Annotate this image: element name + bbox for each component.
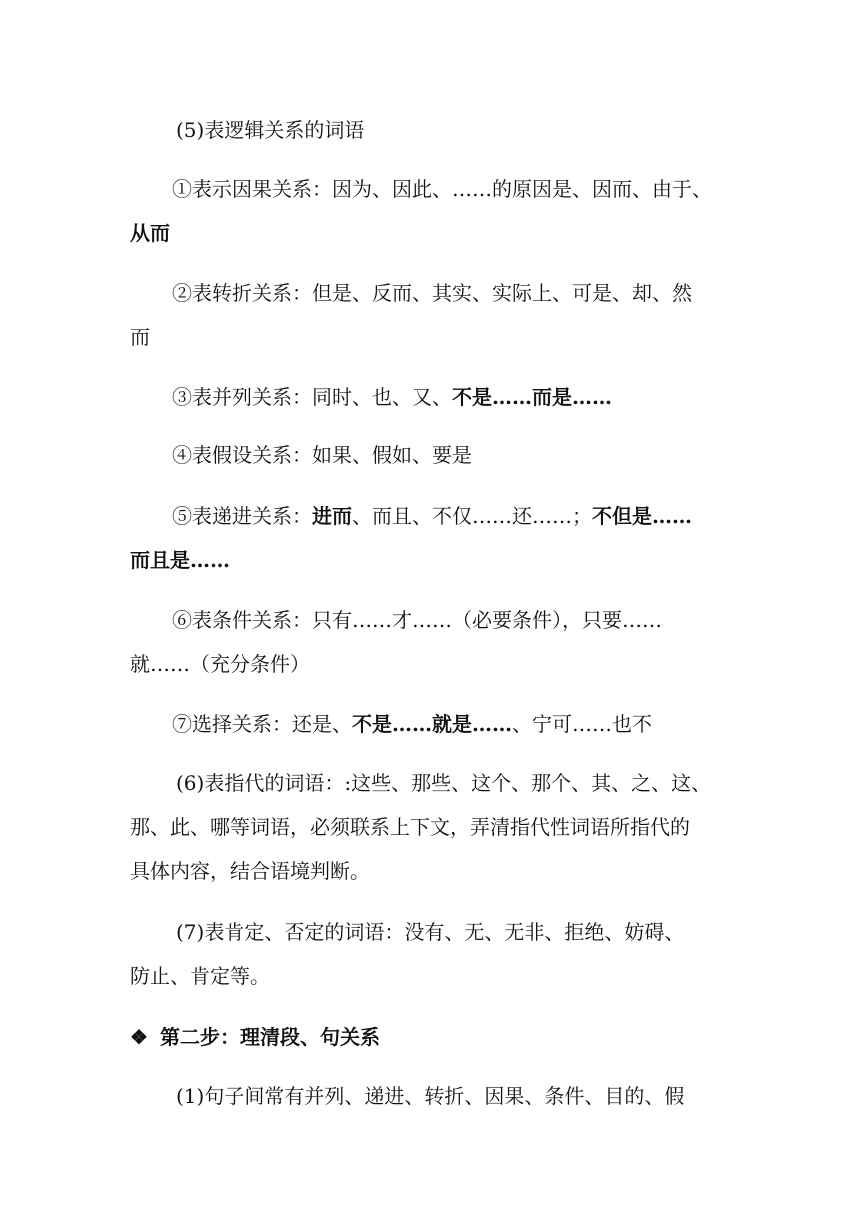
bold-term: 不是……就是…… [352, 712, 512, 736]
bold-term: 进而 [312, 504, 352, 528]
item-contrast-line2: 而 [130, 325, 150, 349]
section-affirm-negate-line1: (7)表肯定、否定的词语：没有、无、无非、拒绝、妨碍、 [176, 920, 685, 944]
item-choice-text: 、宁可……也不 [512, 712, 652, 736]
item-cause-effect-line1: ①表示因果关系：因为、因此、……的原因是、因而、由于、 [172, 177, 712, 201]
item-condition-line1: ⑥表条件关系：只有……才……（必要条件），只要…… [172, 608, 662, 632]
step-two-heading [130, 1024, 735, 1050]
item-hypothesis: ④表假设关系：如果、假如、要是 [172, 443, 472, 467]
section-affirm-negate-line2: 防止、肯定等。 [130, 964, 270, 988]
bold-term: 不但是…… [592, 504, 692, 528]
item-progressive-text: ⑤表递进关系： [172, 504, 312, 528]
bold-term: 而且是…… [130, 548, 230, 572]
bold-term: 从而 [130, 221, 170, 245]
item-progressive-line1 [172, 503, 777, 529]
item-progressive-line2 [130, 547, 735, 573]
item-cause-effect-line2 [130, 220, 735, 246]
item-condition-line2: 就……（充分条件） [130, 652, 310, 676]
item-parallel-text: ③表并列关系：同时、也、又、 [172, 385, 452, 409]
section-demonstratives-line3: 具体内容，结合语境判断。 [130, 859, 370, 883]
item-choice-text: ⑦选择关系：还是、 [172, 712, 352, 736]
item-contrast-line1: ②表转折关系：但是、反而、其实、实际上、可是、却、然 [172, 281, 692, 305]
step-two-title: 第二步：理清段、句关系 [160, 1025, 380, 1049]
item-progressive-text: 、而且、不仅……还……； [352, 504, 592, 528]
sentence-relations-line1: (1)句子间常有并列、递进、转折、因果、条件、目的、假 [176, 1084, 685, 1108]
section-title-logic-words: (5)表逻辑关系的词语 [176, 118, 365, 142]
section-demonstratives-line2: 那、此、哪等词语，必须联系上下文，弄清指代性词语所指代的 [130, 815, 690, 839]
section-demonstratives-line1: (6)表指代的词语：:这些、那些、这个、那个、其、之、这、 [176, 771, 712, 795]
item-choice [172, 711, 777, 737]
diamond-icon: ❖ [130, 1025, 148, 1049]
bold-term: 不是……而是…… [452, 385, 612, 409]
item-parallel [172, 384, 777, 410]
